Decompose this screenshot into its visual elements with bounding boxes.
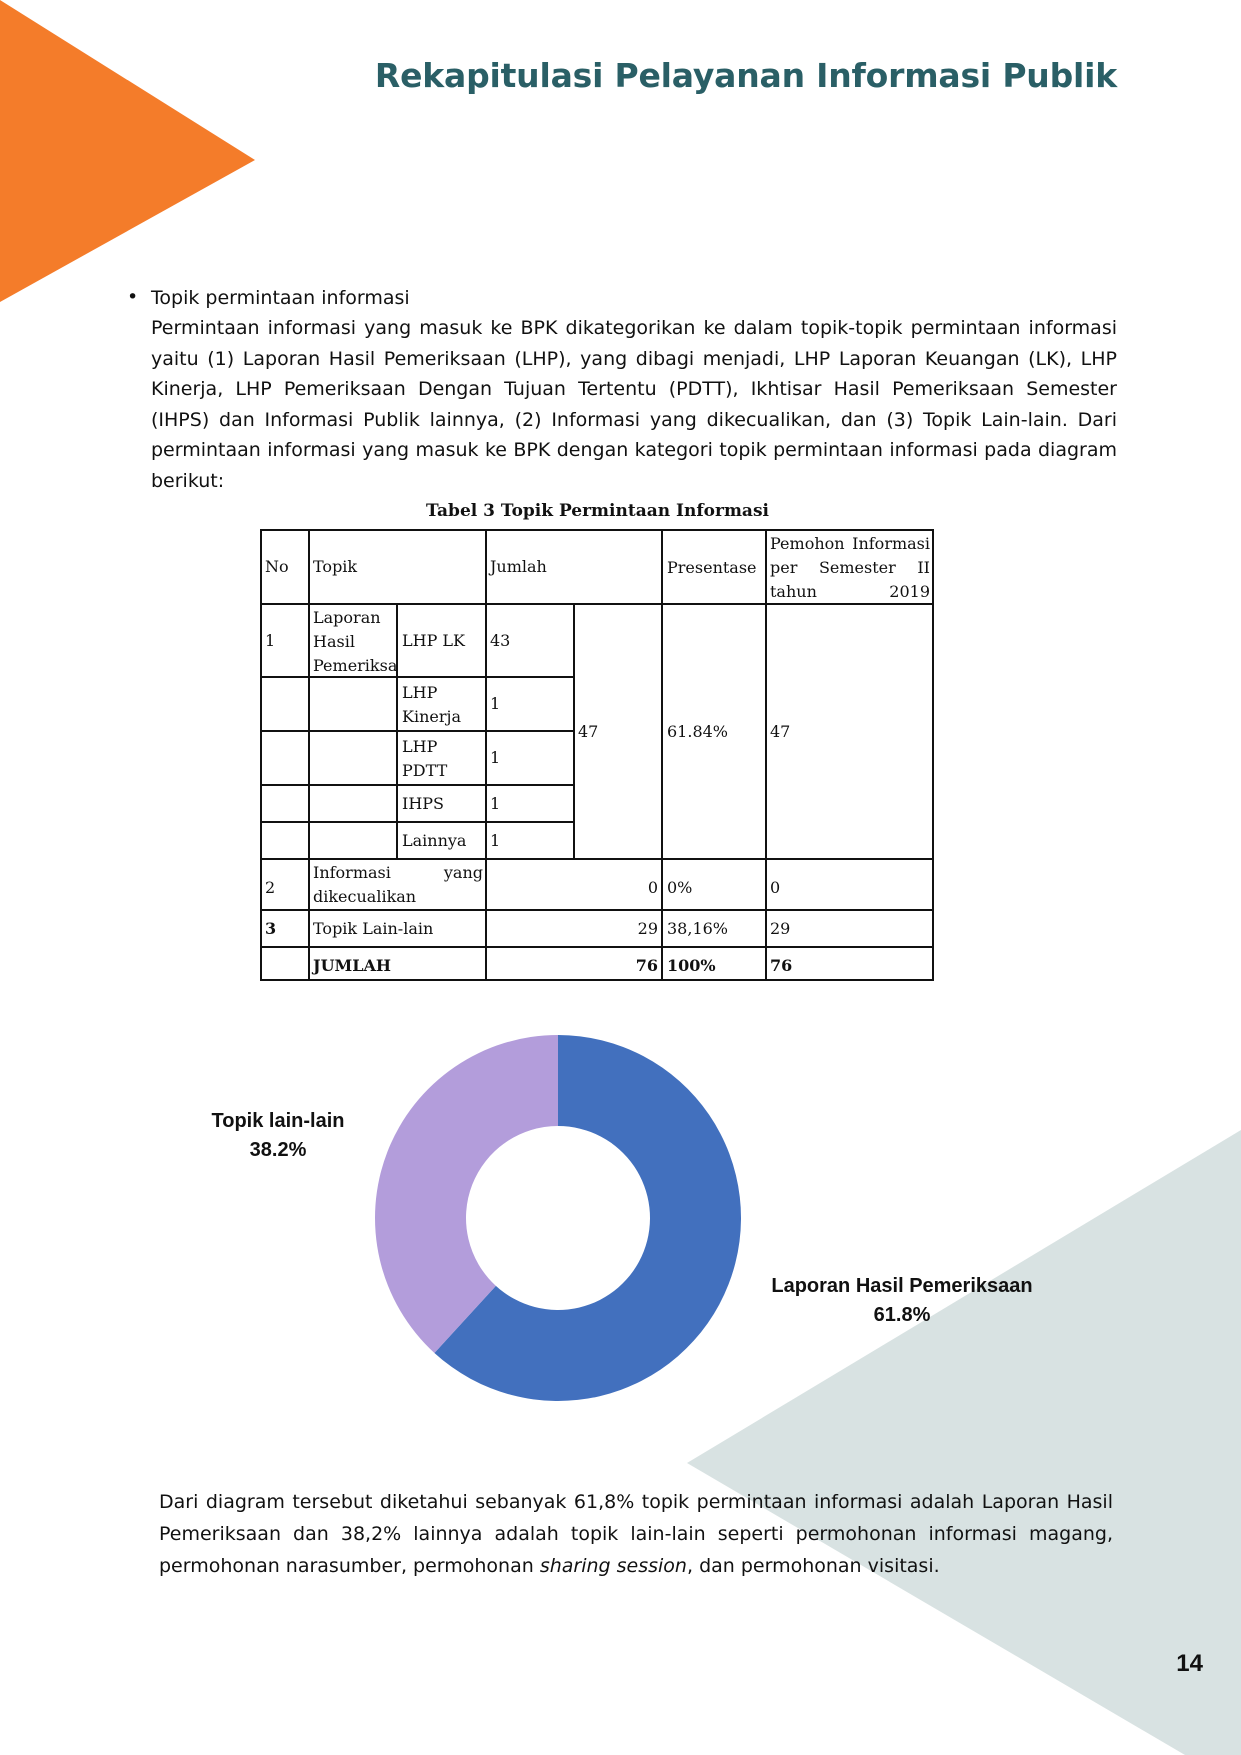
sub-name-2: LHP Kinerja bbox=[402, 683, 461, 726]
table-title: Tabel 3 Topik Permintaan Informasi bbox=[426, 501, 769, 521]
donut-slice-2 bbox=[375, 1035, 558, 1353]
page-title: Rekapitulasi Pelayanan Informasi Publik bbox=[374, 56, 1117, 95]
row3-presentase: 38,16% bbox=[667, 919, 729, 938]
row3-no: 3 bbox=[265, 919, 277, 938]
topic-table bbox=[260, 495, 935, 990]
header-topik: Topik bbox=[313, 557, 358, 576]
label-lhp-pct: 61.8% bbox=[873, 1304, 931, 1326]
group1-total: 47 bbox=[578, 722, 599, 741]
group1-presentase: 61.84% bbox=[667, 722, 729, 741]
conclusion-text-2: , dan permohonan visitasi. bbox=[686, 1555, 940, 1577]
row2-no: 2 bbox=[265, 878, 276, 897]
row1-no: 1 bbox=[265, 631, 276, 650]
conclusion-text-1: Dari diagram tersebut diketahui sebanyak 61,8% topik permintaan informasi adalah Laporan Hasil Pemeriksaan dan 38,2% lainnya adalah topik lain-lain seperti permohonan informasi magang, permohonan narasumber, permohonan bbox=[159, 1491, 1113, 1577]
sub-value-5: 1 bbox=[490, 831, 501, 850]
total-label: JUMLAH bbox=[313, 956, 392, 975]
sub-name-4: IHPS bbox=[402, 794, 444, 813]
row2-pemohon: 0 bbox=[770, 878, 781, 897]
row2-jumlah: 0 bbox=[647, 878, 658, 897]
row1-topik: Laporan Hasil Pemeriksa bbox=[313, 608, 397, 675]
sub-name-5: Lainnya bbox=[402, 831, 467, 850]
donut-svg bbox=[0, 1010, 1241, 1430]
topic-donut-chart bbox=[0, 1010, 1241, 1430]
bullet-heading: Topik permintaan informasi bbox=[151, 287, 410, 309]
label-lhp-name: Laporan Hasil Pemeriksaan bbox=[771, 1275, 1033, 1297]
label-topik-lain-pct: 38.2% bbox=[249, 1139, 307, 1161]
sub-value-4: 1 bbox=[490, 794, 501, 813]
row3-topik: Topik Lain-lain bbox=[313, 919, 434, 938]
row2-presentase: 0% bbox=[667, 878, 693, 897]
label-topik-lain bbox=[168, 1107, 388, 1165]
sub-value-2: 1 bbox=[490, 694, 501, 713]
label-lhp bbox=[742, 1272, 1062, 1330]
label-topik-lain-name: Topik lain-lain bbox=[211, 1110, 345, 1132]
conclusion-italic: sharing session bbox=[539, 1555, 687, 1577]
row3-jumlah: 29 bbox=[637, 919, 658, 938]
total-presentase: 100% bbox=[667, 956, 716, 975]
sub-value-3: 1 bbox=[490, 748, 501, 767]
header-jumlah: Jumlah bbox=[490, 557, 547, 576]
header-no: No bbox=[265, 557, 289, 576]
row3-pemohon: 29 bbox=[770, 919, 791, 938]
total-pemohon: 76 bbox=[770, 956, 793, 975]
page-number: 14 bbox=[1176, 1650, 1203, 1677]
intro-paragraph: Permintaan informasi yang masuk ke BPK dikategorikan ke dalam topik-topik permintaan informasi yaitu (1) Laporan Hasil Pemeriksaan (LHP), yang dibagi menjadi, LHP Laporan Keuangan (LK), LHP Kinerja, LHP Pemeriksaan Dengan Tujuan Tertentu (PDTT), Ikhtisar Hasil Pemeriksaan Semester (IHPS) dan Informasi Publik lainnya, (2) Informasi yang dikecualikan, dan (3) Topik Lain-lain. Dari permintaan informasi yang masuk ke BPK dengan kategori topik permintaan informasi pada diagram berikut: bbox=[151, 317, 1117, 492]
group1-pemohon: 47 bbox=[770, 722, 791, 741]
header-pemohon: Pemohon Informasi per Semester II tahun 2019 bbox=[770, 534, 930, 601]
sub-name-3: LHP PDTT bbox=[402, 737, 448, 780]
total-jumlah: 76 bbox=[635, 956, 658, 975]
row2-topik: Informasi yang dikecualikan bbox=[313, 863, 483, 906]
header-presentase: Presentase bbox=[667, 558, 757, 577]
sub-value-1: 43 bbox=[490, 631, 511, 650]
bullet-icon: • bbox=[127, 286, 139, 308]
conclusion-paragraph bbox=[159, 1486, 1113, 1582]
sub-name-1: LHP LK bbox=[402, 631, 466, 650]
orange-triangle bbox=[0, 0, 255, 302]
